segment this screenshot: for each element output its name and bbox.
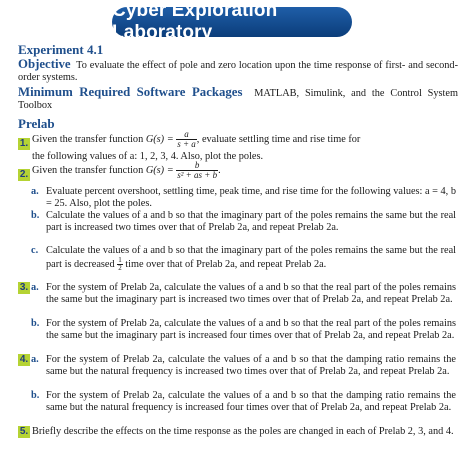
item-3a-label: a.: [31, 282, 39, 293]
item-4a-label: a.: [31, 354, 39, 365]
item-3b-text: For the system of Prelab 2a, calculate the values of a and b so that the real part of the poles remains the same but the imaginary part is increased four times over that of Prelab 2a, and repeat Prelab 2a.: [46, 318, 456, 341]
item-1-line-1: Given the transfer function G(s) = $\frac{a}{s + a}$ , evaluate settling time and rise time for: [32, 129, 361, 149]
software-text: MATLAB, Simulink, and the Control System Toolbox: [18, 88, 458, 112]
objective-text: To evaluate the effect of pole and zero location upon the time response of first- and second-order systems.: [18, 60, 458, 84]
item-2c-label: c.: [31, 245, 39, 256]
prelab-heading: Prelab: [18, 116, 55, 131]
objective-label: Objective: [18, 57, 71, 71]
item-number-3: 3.: [19, 282, 29, 293]
page-title: Cyber Exploration Laboratory: [112, 0, 278, 43]
item-4b-label: b.: [31, 390, 40, 401]
item-3a-text: For the system of Prelab 2a, calculate the values of a and b so that the real part of the poles remains the same but the imaginary part is increased two times over that of Prelab 2a, and repeat Prelab 2a.: [46, 282, 456, 305]
item-4b-text: For the system of Prelab 2a, calculate the values of a and b so that the damping ratio remains the same but the natural frequency is increased four times over that of Prelab 2a, and repeat Prelab 2a.: [46, 390, 456, 413]
experiment-heading: Experiment 4.1: [18, 42, 104, 57]
item-number-5: 5.: [19, 426, 29, 437]
item-2a-text: Evaluate percent overshoot, settling time, peak time, and rise time for the following values: a = 4, b = 25. Also, plot the poles.: [46, 186, 456, 209]
item-1-line-2: the following values of a: 1, 2, 3, 4. Also, plot the poles.: [32, 151, 264, 162]
item-2b-text: Calculate the values of a and b so that the imaginary part of the poles remains the same but the real part is increased two times over that of Prelab 2a, and repeat Prelab 2a.: [46, 210, 456, 233]
fraction-a-over-s-plus-a: $\frac{a}{s + a}$: [177, 129, 196, 149]
software-label: Minimum Required Software Packages: [18, 85, 243, 99]
item-number-1: 1.: [19, 138, 29, 149]
item-5-text: Briefly describe the effects on the time response as the poles are changed in each of Prelab 2, 3, and 4.: [32, 426, 454, 437]
item-number-2: 2.: [19, 169, 29, 180]
item-2b-label: b.: [31, 210, 40, 221]
item-number-4: 4.: [19, 354, 29, 365]
item-2a-label: a.: [31, 186, 39, 197]
item-3b-label: b.: [31, 318, 40, 329]
fraction-one-half: $\frac{1}{2}$: [118, 255, 122, 272]
item-2c-text: Calculate the values of a and b so that the imaginary part of the poles remains the same but the real part is decreased $\frac{1}{2}$ time over that of Prelab 2a, and repeat Prelab 2a.: [46, 245, 456, 272]
item-4a-text: For the system of Prelab 2a, calculate the values of a and b so that the damping ratio remains the same but the natural frequency is increased two times over that of Prelab 2a, and repeat Prelab 2a.: [46, 354, 456, 377]
item-2-line-1: Given the transfer function G(s) = $\frac{b}{\text{s² + as + b}}$ .: [32, 160, 221, 180]
objective-paragraph: [18, 58, 458, 85]
software-paragraph: [18, 86, 458, 113]
title-banner: [112, 0, 352, 43]
fraction-b-over-quadratic: $\frac{b}{\text{s² + as + b}}$: [177, 160, 218, 180]
